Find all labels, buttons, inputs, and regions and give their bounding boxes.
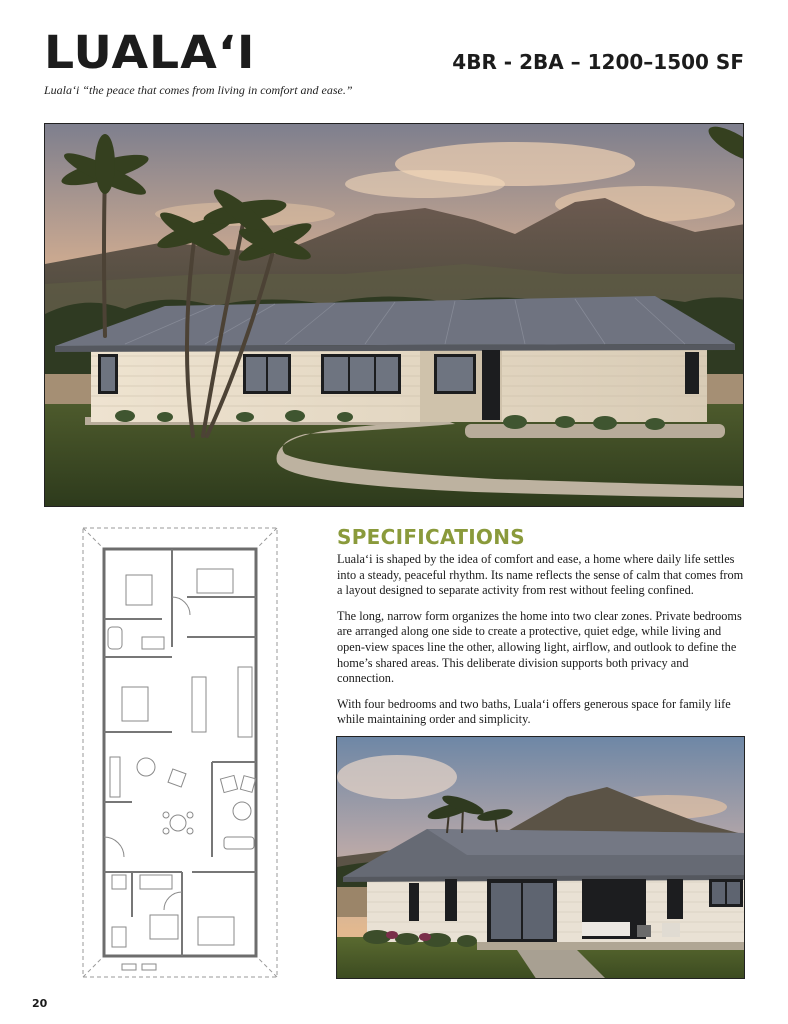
specifications-heading: SPECIFICATIONS <box>337 525 525 549</box>
spec-paragraph: Luala‘i is shaped by the idea of comfort and ease, a home where daily life settles into a steady, peaceful rhythm. Its name reflects the sense of calm that comes from a layout designed to separate activity from rest without feeling confined. <box>337 552 744 598</box>
page-title: LUALA‘I <box>44 26 256 79</box>
spec-paragraph: With four bedrooms and two baths, Luala‘i offers generous space for family life while maintaining order and simplicity. <box>337 696 731 727</box>
page-number: 20 <box>32 997 48 1010</box>
home-stats: 4BR - 2BA – 1200–1500 SF <box>452 50 744 74</box>
rear-view-image <box>336 736 745 979</box>
hero-house-image <box>44 123 744 507</box>
tagline: Luala‘i “the peace that comes from living in comfort and ease.” <box>44 83 353 97</box>
spec-paragraph: The long, narrow form organizes the home into two clear zones. Private bedrooms are arranged along one side to create a protective, quiet edge, while living and open-view spaces line the other, allowing light, airflow, and outlook to define the home’s shared areas. This deliberate division supports both privacy and connection. <box>337 608 742 686</box>
specifications-body <box>337 552 747 738</box>
floor-plan <box>82 527 278 978</box>
